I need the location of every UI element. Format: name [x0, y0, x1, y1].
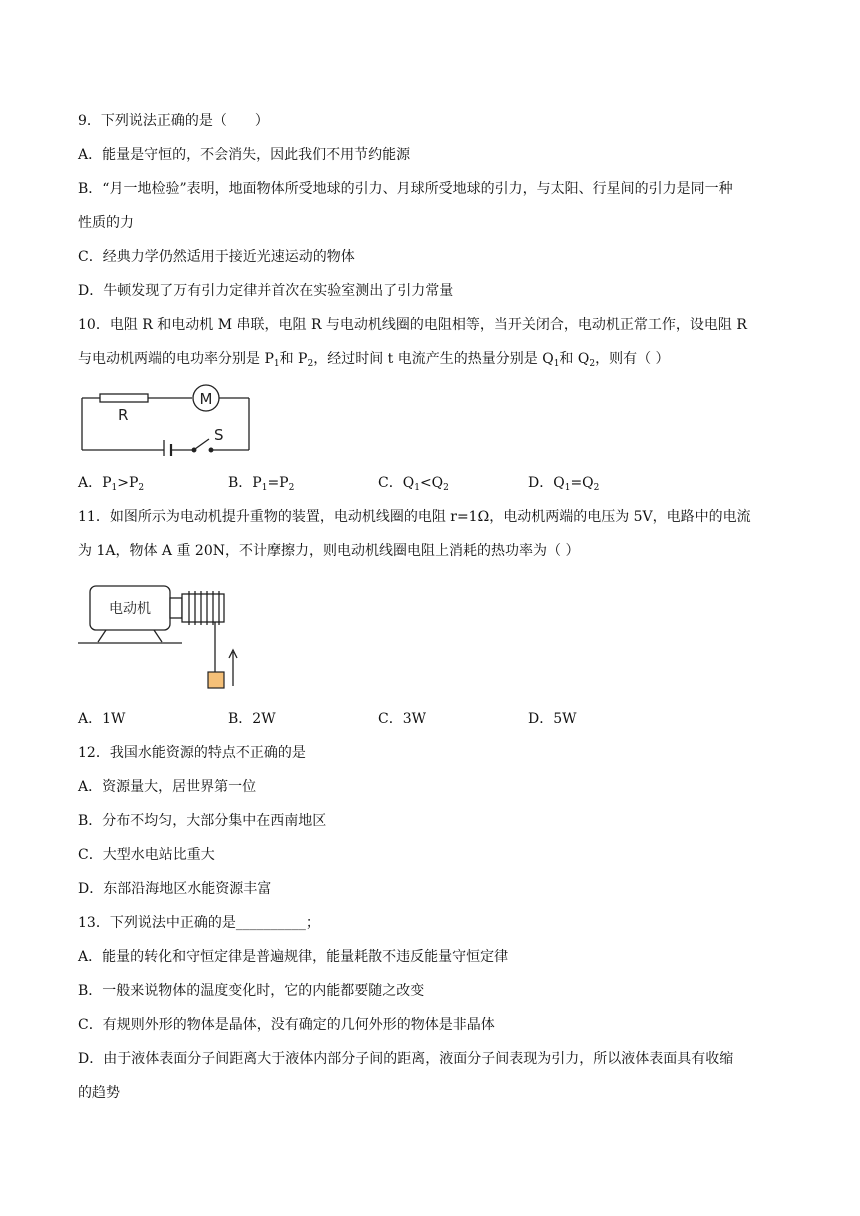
q10-option-b: B．$P_1=P_2$ — [228, 475, 295, 493]
q9-option-d: D．牛顿发现了万有引力定律并首次在实验室测出了引力常量 — [78, 283, 454, 299]
q12-option-b: B．分布不均匀，大部分集中在西南地区 — [78, 813, 327, 829]
q10-option-a: A．$P_1>P_2$ — [78, 475, 145, 493]
q9-option-c: C．经典力学仍然适用于接近光速运动的物体 — [78, 249, 355, 265]
q12-stem: 12．我国水能资源的特点不正确的是 — [78, 745, 306, 761]
q11-option-d: D．5W — [528, 711, 577, 727]
q10-option-c: C．$Q_1<Q_2$ — [378, 475, 449, 493]
q13-option-a: A．能量的转化和守恒定律是普遍规律，能量耗散不违反能量守恒定律 — [78, 949, 509, 965]
weight-block-a — [208, 672, 224, 688]
q13-option-c: C．有规则外形的物体是晶体，没有确定的几何外形的物体是非晶体 — [78, 1017, 495, 1033]
q10-stem-line2: 与电动机两端的电功率分别是 $P_1$和 $P_2$，经过时间 t 电流产生的热量分别是 $Q_1$和 $Q_2$，则有（ ） — [78, 351, 670, 369]
q9-stem: 9．下列说法正确的是（ ） — [78, 113, 269, 129]
q13-option-b: B．一般来说物体的温度变化时，它的内能都要随之改变 — [78, 983, 425, 999]
q12-option-a: A．资源量大，居世界第一位 — [78, 779, 257, 795]
q9-option-b-line1: B．“月一地检验”表明，地面物体所受地球的引力、月球所受地球的引力，与太阳、行星间的引力是同一种 — [78, 181, 733, 197]
q13-stem: 13．下列说法中正确的是__________； — [78, 915, 320, 931]
q11-stem-line1: 11．如图所示为电动机提升重物的装置，电动机线圈的电阻 r=1Ω，电动机两端的电压为 5V，电路中的电流 — [78, 509, 751, 525]
switch-label: S — [214, 426, 224, 444]
q13-option-d-line2: 的趋势 — [78, 1085, 120, 1101]
q9-option-b-line2: 性质的力 — [78, 215, 134, 231]
q10-option-d: D．$Q_1=Q_2$ — [528, 475, 600, 493]
q12-option-c: C．大型水电站比重大 — [78, 847, 215, 863]
resistor-label: R — [118, 406, 129, 424]
motor-label: M — [199, 390, 213, 408]
q11-option-a: A．1W — [78, 711, 126, 727]
q10-circuit-figure — [78, 384, 258, 456]
resistor-symbol — [100, 394, 148, 402]
motor-body-label: 电动机 — [109, 601, 151, 617]
q10-stem-line1: 10．电阻 R 和电动机 M 串联，电阻 R 与电动机线圈的电阻相等，当开关闭合，电动机正常工作，设电阻 R — [78, 317, 747, 333]
q11-option-c: C．3W — [378, 711, 427, 727]
q12-option-d: D．东部沿海地区水能资源丰富 — [78, 881, 272, 897]
q13-option-d-line1: D．由于液体表面分子间距离大于液体内部分子间的距离，液面分子间表现为引力，所以液体表面具有收缩 — [78, 1051, 734, 1067]
q11-stem-line2: 为 1A，物体 A 重 20N，不计摩擦力，则电动机线圈电阻上消耗的热功率为（ ） — [78, 543, 580, 559]
q9-option-a: A．能量是守恒的，不会消失，因此我们不用节约能源 — [78, 147, 411, 163]
q11-option-b: B．2W — [228, 711, 276, 727]
switch-symbol — [195, 439, 209, 449]
q11-motor-figure — [78, 580, 248, 692]
